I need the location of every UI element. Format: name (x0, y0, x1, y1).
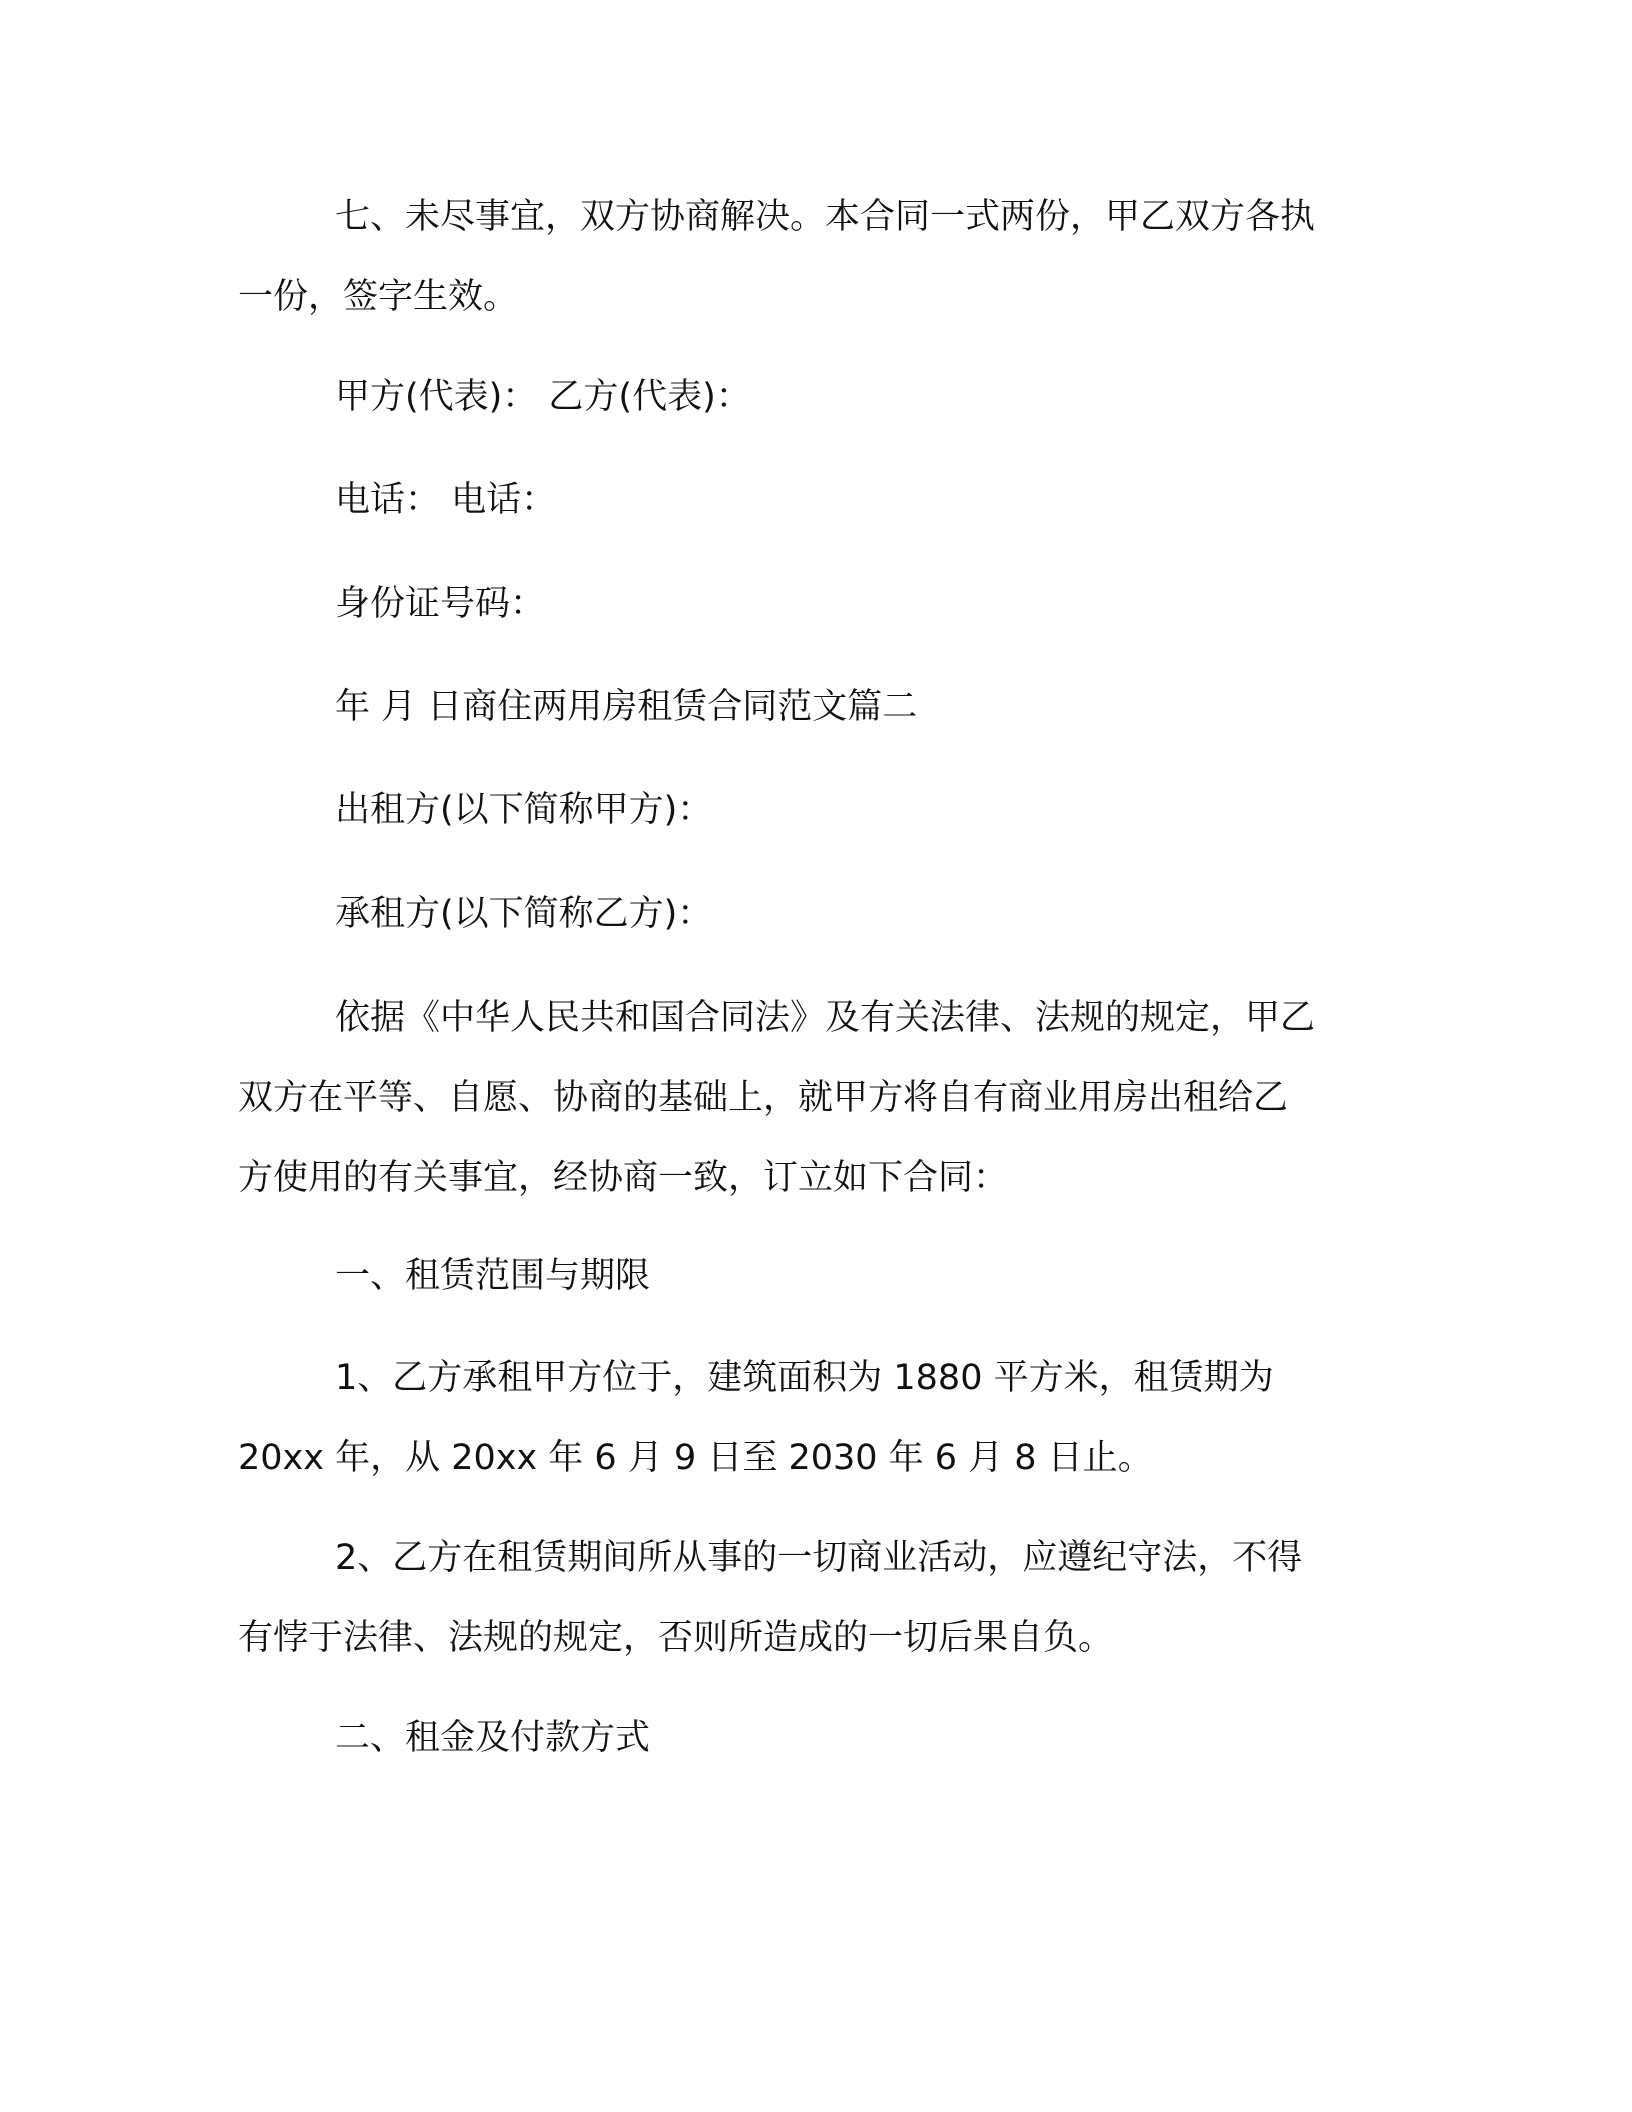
text-line: 年 月 日商住两用房租赁合同范文篇二 (335, 687, 918, 727)
paragraph-item-1 (238, 1338, 1378, 1498)
section-heading-rent-payment (238, 1698, 1378, 1778)
paragraph-item-2 (238, 1518, 1378, 1678)
paragraph-lessor (238, 770, 1378, 850)
paragraph-party-representatives (238, 357, 1378, 437)
paragraph-lessee (238, 874, 1378, 954)
text-line: 依据《中华人民共和国合同法》及有关法律、法规的规定，甲乙 (335, 998, 1316, 1038)
paragraph-phone (238, 460, 1378, 540)
text-line: 出租方(以下简称甲方)： (335, 790, 713, 830)
text-line: 1、乙方承租甲方位于，建筑面积为 1880 平方米，租赁期为 (335, 1358, 1274, 1398)
paragraph-legal-basis (238, 978, 1378, 1218)
text-line: 双方在平等、自愿、协商的基础上，就甲方将自有商业用房出租给乙 (238, 1078, 1289, 1118)
text-line: 电话： 电话： (335, 480, 557, 520)
text-line: 二、租金及付款方式 (335, 1718, 651, 1758)
paragraph-date-title (238, 667, 1378, 747)
text-line: 有悖于法律、法规的规定，否则所造成的一切后果自负。 (238, 1618, 1114, 1658)
text-line: 七、未尽事宜，双方协商解决。本合同一式两份，甲乙双方各执 (335, 197, 1316, 237)
text-line: 一份，签字生效。 (238, 277, 519, 317)
section-heading-scope-term (238, 1236, 1378, 1316)
text-line: 甲方(代表)： 乙方(代表)： (335, 377, 751, 417)
text-line: 2、乙方在租赁期间所从事的一切商业活动，应遵纪守法，不得 (335, 1538, 1303, 1578)
text-line: 承租方(以下简称乙方)： (335, 894, 713, 934)
text-line: 20xx 年，从 20xx 年 6 月 9 日至 2030 年 6 月 8 日止。 (238, 1438, 1153, 1478)
text-line: 方使用的有关事宜，经协商一致，订立如下合同： (238, 1158, 1009, 1198)
paragraph-id-number (238, 564, 1378, 644)
paragraph-clause-7 (238, 177, 1378, 337)
text-line: 一、租赁范围与期限 (335, 1256, 651, 1296)
text-line: 身份证号码： (335, 584, 546, 624)
